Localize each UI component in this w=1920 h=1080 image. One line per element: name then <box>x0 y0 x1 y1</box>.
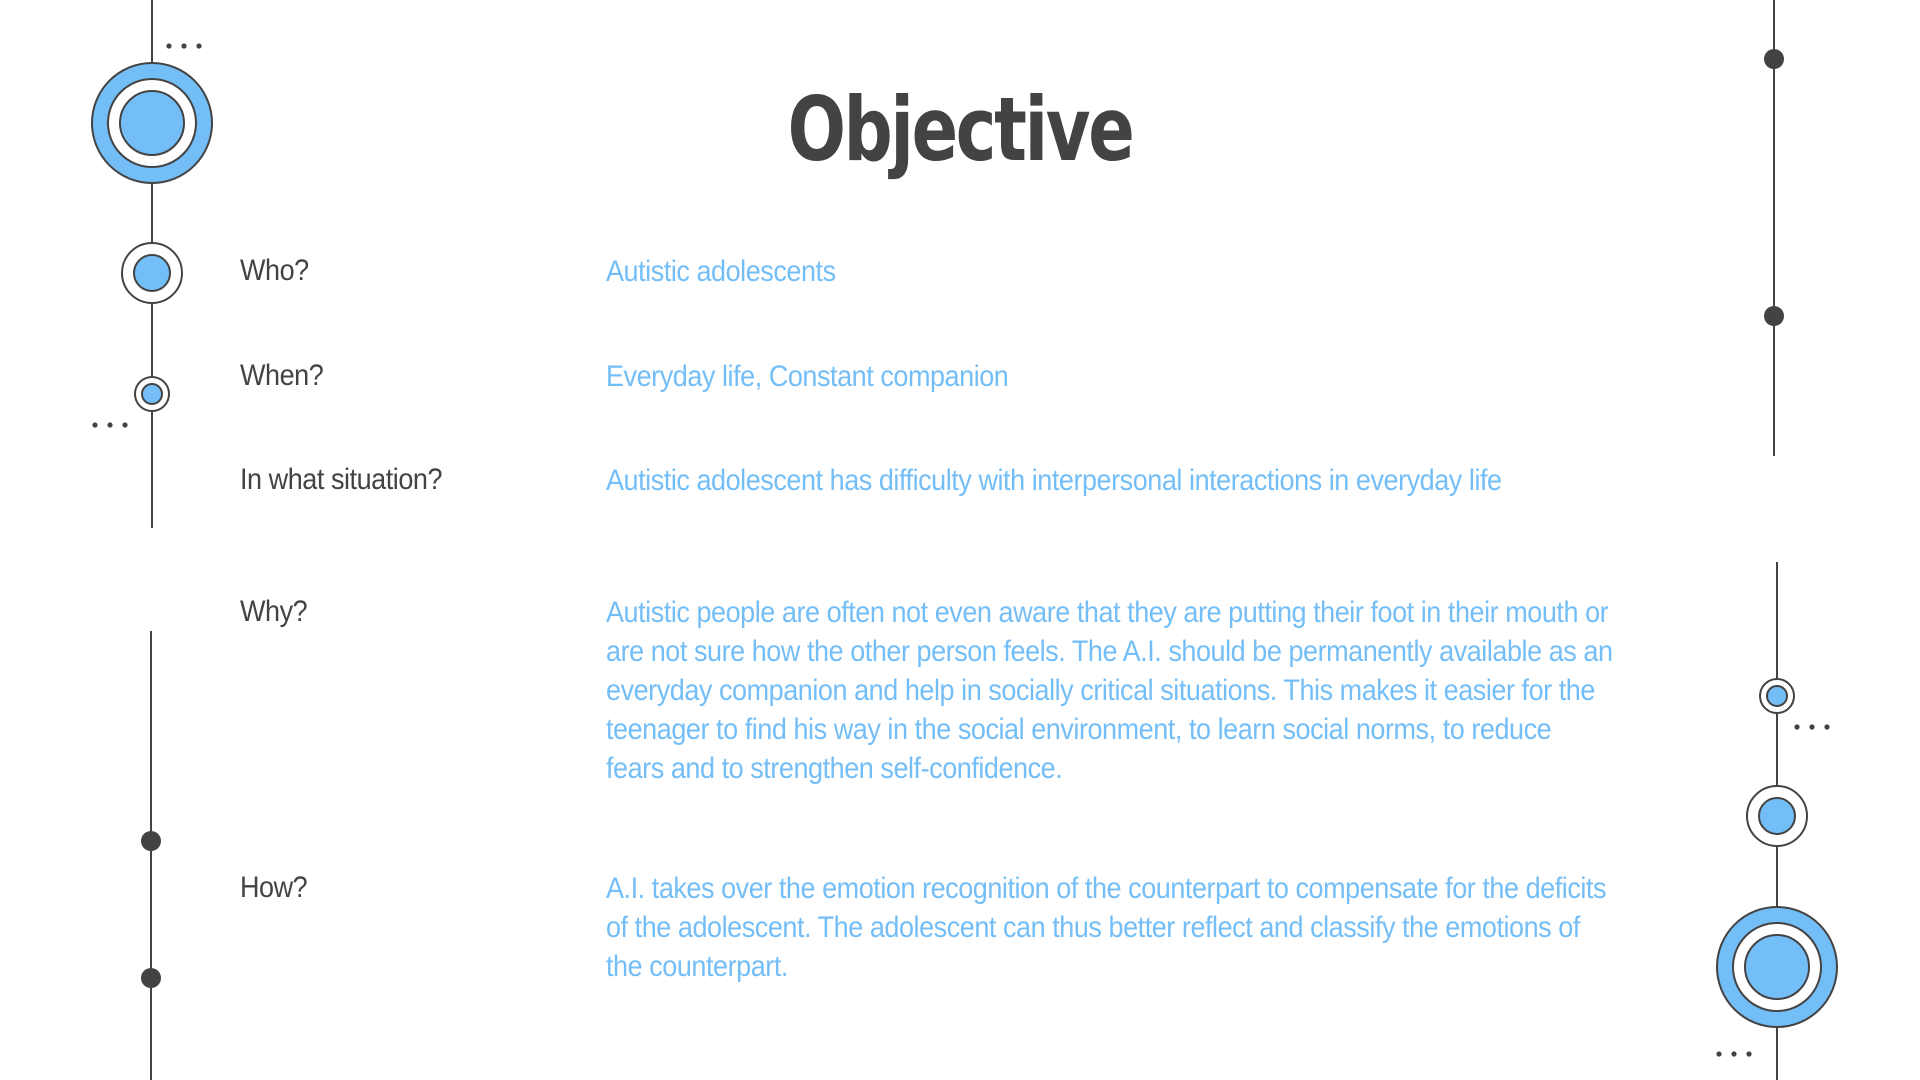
dot-node-icon <box>1764 49 1784 69</box>
row-label-why: Why? <box>240 595 308 628</box>
row-value-when: Everyday life, Constant companion <box>606 360 1009 393</box>
dot-node-icon <box>141 968 161 988</box>
row-value-how: A.I. takes over the emotion recognition of the counterpart to compensate for the deficits of the adolescent. The adolescent can thus better reflect and classify the emotions of the counterpart. <box>606 872 1607 983</box>
ellipsis-icon <box>92 422 127 427</box>
row-value-why: Autistic people are often not even aware that they are putting their foot in their mouth or are not sure how the other person feels. The A.I. should be permanently available as an everyday companion and help in socially critical situations. This makes it easier for the teenager to find his way in the social environment, to learn social norms, to reduce fears and to strengthen self-confidence. <box>606 596 1613 785</box>
row-label-situation: In what situation? <box>240 463 443 496</box>
slide-title: Objective <box>787 78 1133 181</box>
small-ring-node-icon <box>1760 679 1794 713</box>
row-label-how: How? <box>240 871 308 904</box>
dot-node-icon <box>1764 306 1784 326</box>
ellipsis-icon <box>1794 724 1829 729</box>
large-ring-node-icon <box>92 63 212 183</box>
row-label-when: When? <box>240 359 324 392</box>
row-label-who: Who? <box>240 254 309 287</box>
medium-ring-node-icon <box>122 243 182 303</box>
row-value-who: Autistic adolescents <box>606 255 836 288</box>
ellipsis-icon <box>166 43 201 48</box>
ellipsis-icon <box>1716 1051 1751 1056</box>
row-value-situation: Autistic adolescent has difficulty with interpersonal interactions in everyday life <box>606 464 1502 497</box>
small-ring-node-icon <box>135 377 169 411</box>
dot-node-icon <box>141 831 161 851</box>
large-ring-node-icon <box>1717 907 1837 1027</box>
medium-ring-node-icon <box>1747 786 1807 846</box>
